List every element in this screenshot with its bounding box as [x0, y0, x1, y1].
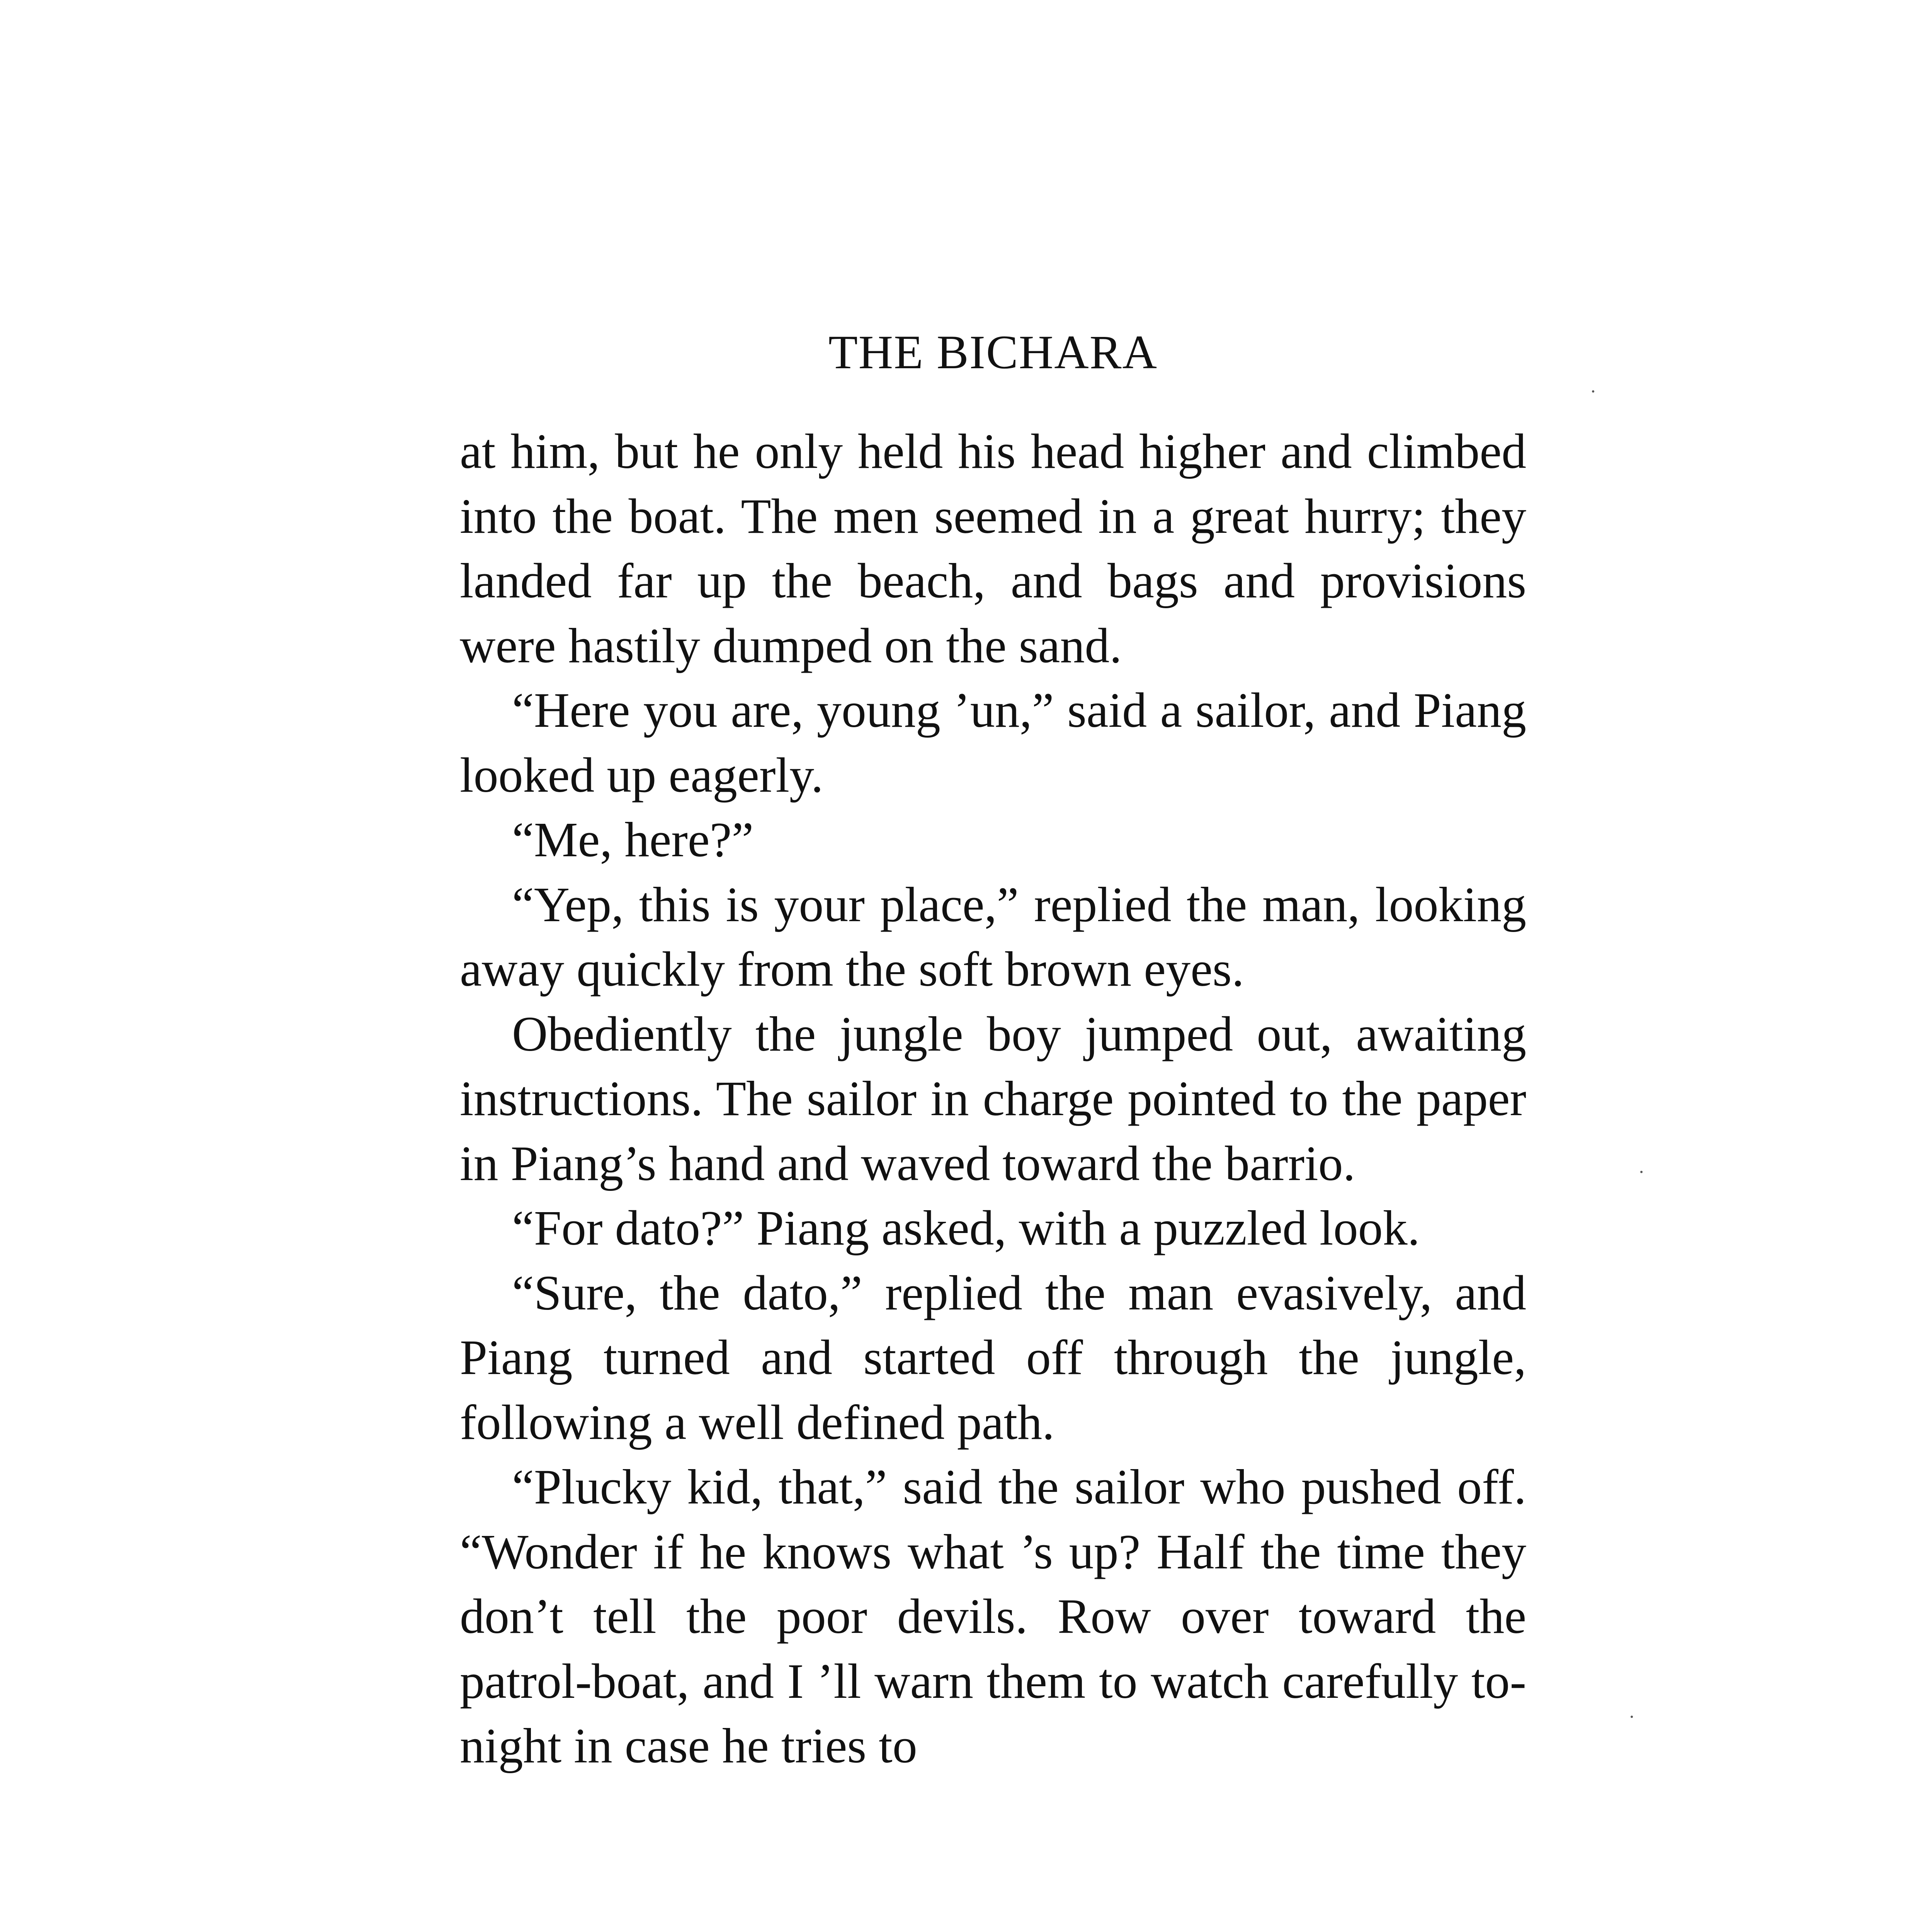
running-head: THE BICHARA	[828, 326, 1158, 379]
paragraph-6: “For dato?” Piang asked, with a puzzled look.	[512, 1201, 1420, 1255]
paragraph-5: Obediently the jungle boy jumped out, awaiting instructions. The sailor in charge pointed to the paper in Piang’s hand and waved toward the barrio.	[460, 1006, 1526, 1191]
scan-speck	[1592, 390, 1594, 393]
paragraph-3: “Me, here?”	[512, 812, 754, 867]
paragraph-2: “Here you are, young ’un,” said a sailor, and Piang looked up eagerly.	[460, 683, 1526, 803]
scan-speck	[1640, 1171, 1643, 1173]
paragraph-7: “Sure, the dato,” replied the man evasively, and Piang turned and started off through the jungle, following a well defined path.	[460, 1265, 1526, 1450]
paragraph-4: “Yep, this is your place,” replied the man, looking away quickly from the soft brown eyes.	[460, 877, 1526, 997]
paragraph-1: at him, but he only held his head higher and climbed into the boat. The men seemed in a great hurry; they landed far up the beach, and bags and provisions were hastily dumped on the sand.	[460, 424, 1526, 673]
paragraph-8: “Plucky kid, that,” said the sailor who pushed off. “Wonder if he knows what ’s up? Half the time they don’t tell the poor devils. Row over toward the patrol-boat, and I ’ll warn them to watch carefully to-night in case he tries to	[460, 1459, 1526, 1773]
scan-speck	[1631, 1716, 1633, 1718]
body-text	[460, 419, 1526, 1779]
